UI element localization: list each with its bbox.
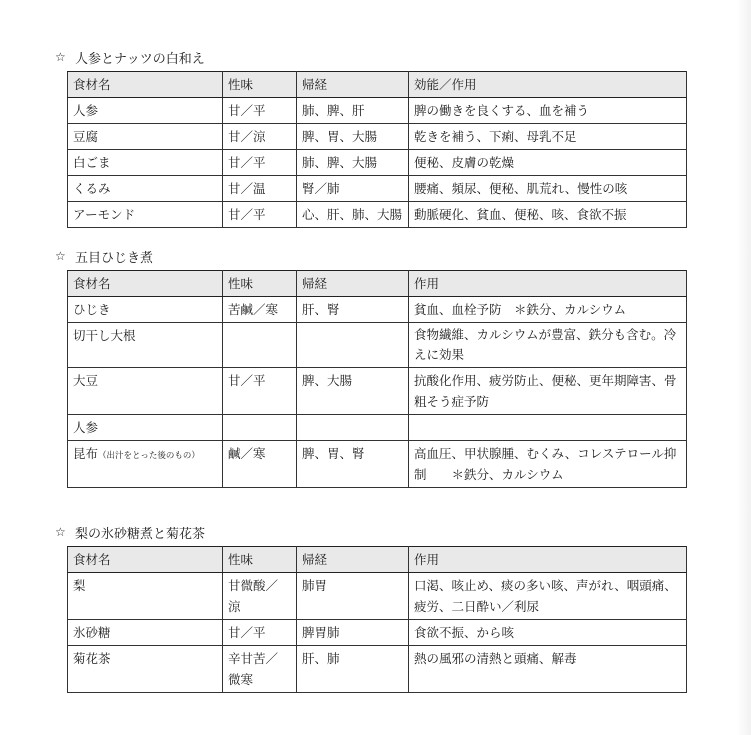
cell-effect: 高血圧、甲状腺腫、むくみ、コレステロール抑制 ＊鉄分、カルシウム — [409, 441, 687, 488]
cell-nature: 辛甘苦／微寒 — [223, 646, 297, 693]
cell-name: 梨 — [68, 573, 223, 620]
header-nature: 性味 — [223, 72, 297, 98]
cell-meridian: 脾、胃、大腸 — [297, 124, 409, 150]
cell-effect: 動脈硬化、貧血、便秘、咳、食欲不振 — [409, 202, 687, 228]
cell-effect: 食物繊維、カルシウムが豊富、鉄分も含む。冷えに効果 — [409, 323, 687, 368]
section-heading — [55, 46, 687, 68]
header-meridian: 帰経 — [297, 72, 409, 98]
header-ingredient: 食材名 — [68, 271, 223, 297]
cell-effect: 口渇、咳止め、痰の多い咳、声がれ、咽頭痛、疲労、二日酔い／利尿 — [409, 573, 687, 620]
cell-name: 人参 — [68, 98, 223, 124]
section-title: 人参とナッツの白和え — [75, 51, 205, 67]
ingredient-table — [67, 71, 687, 228]
cell-effect: 抗酸化作用、疲労防止、便秘、更年期障害、骨粗そう症予防 — [409, 368, 687, 415]
cell-name-with-note — [68, 441, 223, 488]
cell-meridian: 腎／肺 — [297, 176, 409, 202]
table-row — [68, 415, 687, 441]
table-row — [68, 98, 687, 124]
cell-nature: 鹹／寒 — [223, 441, 297, 488]
cell-effect: 貧血、血栓予防 ＊鉄分、カルシウム — [409, 297, 687, 323]
cell-effect: 便秘、皮膚の乾燥 — [409, 150, 687, 176]
cell-nature — [223, 323, 297, 368]
cell-meridian: 肺胃 — [297, 573, 409, 620]
table-row — [68, 323, 687, 368]
table-row — [68, 368, 687, 415]
cell-effect — [409, 415, 687, 441]
section-title: 梨の氷砂糖煮と菊花茶 — [75, 526, 206, 542]
cell-effect: 乾きを補う、下痢、母乳不足 — [409, 124, 687, 150]
cell-name: 氷砂糖 — [68, 620, 223, 646]
cell-nature: 苦鹹／寒 — [223, 297, 297, 323]
table-row — [68, 646, 687, 693]
section-heading — [55, 521, 687, 543]
header-nature: 性味 — [223, 271, 297, 297]
ingredient-table — [67, 270, 687, 488]
cell-nature: 甘／平 — [223, 98, 297, 124]
cell-nature: 甘／涼 — [223, 124, 297, 150]
cell-name: 大豆 — [68, 368, 223, 415]
cell-effect: 熱の風邪の清熱と頭痛、解毒 — [409, 646, 687, 693]
header-ingredient: 食材名 — [68, 72, 223, 98]
cell-meridian: 肝、腎 — [297, 297, 409, 323]
cell-name: 菊花茶 — [68, 646, 223, 693]
section-heading — [55, 245, 687, 267]
table-header-row — [68, 271, 687, 297]
header-effect: 作用 — [409, 547, 687, 573]
cell-meridian: 心、肝、肺、大腸 — [297, 202, 409, 228]
header-ingredient: 食材名 — [68, 547, 223, 573]
table-row — [68, 441, 687, 488]
cell-meridian: 肝、肺 — [297, 646, 409, 693]
cell-nature: 甘／温 — [223, 176, 297, 202]
cell-name: 人参 — [68, 415, 223, 441]
cell-effect: 食欲不振、から咳 — [409, 620, 687, 646]
header-effect: 作用 — [409, 271, 687, 297]
cell-name: 豆腐 — [68, 124, 223, 150]
cell-name: 白ごま — [68, 150, 223, 176]
cell-meridian — [297, 415, 409, 441]
star-outline-icon: ☆ — [55, 525, 66, 539]
ingredient-table — [67, 546, 687, 693]
cell-effect: 腰痛、頻尿、便秘、肌荒れ、慢性の咳 — [409, 176, 687, 202]
table-row — [68, 176, 687, 202]
table-row — [68, 124, 687, 150]
cell-meridian: 脾、胃、腎 — [297, 441, 409, 488]
recipe-section-hijiki — [55, 245, 687, 488]
cell-name: ひじき — [68, 297, 223, 323]
table-header-row — [68, 547, 687, 573]
cell-nature: 甘微酸／涼 — [223, 573, 297, 620]
table-header-row — [68, 72, 687, 98]
cell-name: 昆布 — [73, 446, 99, 461]
table-row — [68, 620, 687, 646]
cell-nature — [223, 415, 297, 441]
cell-name: くるみ — [68, 176, 223, 202]
cell-meridian: 脾、大腸 — [297, 368, 409, 415]
cell-meridian: 肺、脾、肝 — [297, 98, 409, 124]
cell-meridian: 肺、脾、大腸 — [297, 150, 409, 176]
table-row — [68, 150, 687, 176]
recipe-section-pear — [55, 521, 687, 693]
cell-nature: 甘／平 — [223, 620, 297, 646]
scan-edge-shadow — [737, 0, 751, 735]
star-outline-icon: ☆ — [55, 249, 66, 263]
table-row — [68, 202, 687, 228]
section-title: 五目ひじき煮 — [75, 250, 154, 266]
cell-meridian — [297, 323, 409, 368]
header-nature: 性味 — [223, 547, 297, 573]
cell-effect: 脾の働きを良くする、血を補う — [409, 98, 687, 124]
cell-name: 切干し大根 — [68, 323, 223, 368]
header-meridian: 帰経 — [297, 271, 409, 297]
table-row — [68, 573, 687, 620]
cell-name: アーモンド — [68, 202, 223, 228]
cell-name-note: （出汁をとった後のもの） — [98, 451, 200, 461]
cell-nature: 甘／平 — [223, 202, 297, 228]
cell-meridian: 脾胃肺 — [297, 620, 409, 646]
header-meridian: 帰経 — [297, 547, 409, 573]
table-row — [68, 297, 687, 323]
header-effect: 効能／作用 — [409, 72, 687, 98]
star-outline-icon: ☆ — [55, 50, 66, 64]
recipe-section-shiraae — [55, 46, 687, 228]
cell-nature: 甘／平 — [223, 368, 297, 415]
cell-nature: 甘／平 — [223, 150, 297, 176]
